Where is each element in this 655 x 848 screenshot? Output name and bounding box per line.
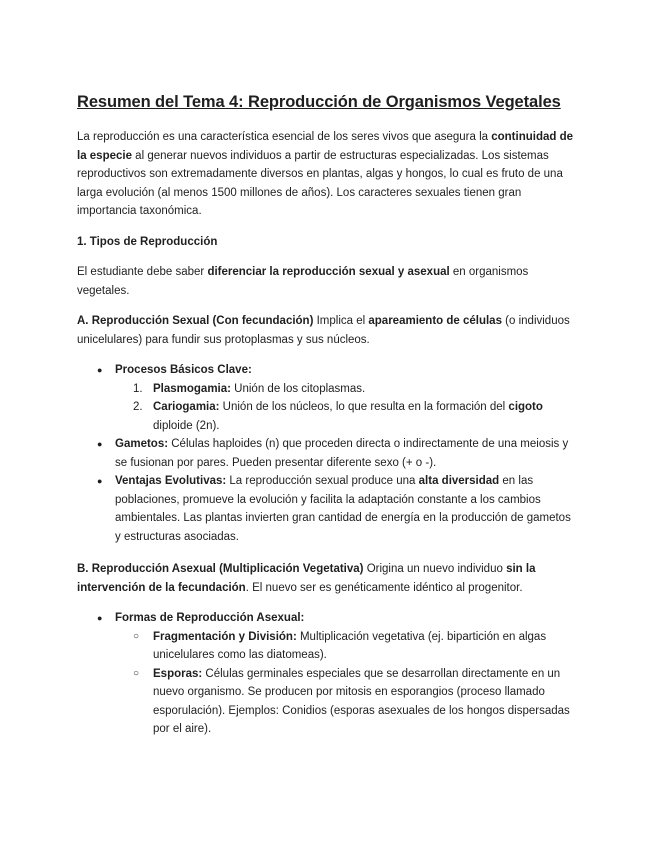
intro-paragraph: La reproducción es una característica esencial de los seres vivos que asegura la continuidad de la especie al generar nuevos individuos a partir de estructuras especializadas. Los sistemas reproductivos son extremadamente diversos en plantas, algas y hongos, lo cual es fruto de una larga evolución (al menos 1500 millones de años). Los caracteres sexuales tienen gran importancia taxonómica. [77, 131, 574, 217]
list-item: 1. Plasmogamia: Unión de los citoplasmas. [133, 382, 366, 395]
asexual-paragraph: B. Reproducción Asexual (Multiplicación Vegetativa) Origina un nuevo individuo sin la intervención de la fecundación. El nuevo ser es genéticamente idéntico al progenitor. [77, 563, 536, 594]
page-title: Resumen del Tema 4: Reproducción de Organismos Vegetales [77, 93, 561, 111]
asexual-forms-list [115, 628, 579, 739]
processes-list [115, 380, 579, 436]
section1-paragraph: El estudiante debe saber diferenciar la reproducción sexual y asexual en organismos vegetales. [77, 266, 529, 297]
document-page [77, 90, 579, 739]
list-item: ● Procesos Básicos Clave: 1. Plasmogamia: Unión de los citoplasmas. 2. Cariogamia: Unión de los núcleos, lo que resulta en la formación del cigoto diploide (2n). [77, 361, 579, 435]
list-item: 2. Cariogamia: Unión de los núcleos, lo que resulta en la formación del cigoto diploide (2n). [133, 401, 543, 432]
list-item: ○ Esporas: Células germinales especiales que se desarrollan directamente en un nuevo organismo. Se producen por mitosis en esporangios (proceso llamado esporulación). Ejemplos: Conidios (esporas asexuales de los hongos dispersadas por el aire). [115, 665, 579, 739]
section-heading: 1. Tipos de Reproducción [77, 235, 218, 248]
list-item: ● Ventajas Evolutivas: La reproducción sexual produce una alta diversidad en las poblaciones, promueve la evolución y facilita la adaptación constante a los cambios ambientales. Las plantas invierten gran cantidad de energía en la producción de gametos y estructuras asociadas. [77, 472, 579, 546]
list-item: ○ Fragmentación y División: Multiplicación vegetativa (ej. bipartición en algas unicelulares como las diatomeas). [115, 628, 579, 665]
list-item: ● Gametos: Células haploides (n) que proceden directa o indirectamente de una meiosis y se fusionan por pares. Pueden presentar diferente sexo (+ o -). [77, 435, 579, 472]
sexual-list [77, 361, 579, 546]
asexual-list [77, 609, 579, 739]
sexual-paragraph: A. Reproducción Sexual (Con fecundación) Implica el apareamiento de células (o individuos unicelulares) para fundir sus protoplasmas y sus núcleos. [77, 315, 570, 346]
list-item: ● Formas de Reproducción Asexual: ○ Fragmentación y División: Multiplicación vegetativa (ej. bipartición en algas unicelulares como las diatomeas). ○ Esporas: Células germinales especiales que se desarrollan directamente en un nuevo organismo. Se producen por mitosis en esporangios (proceso llamado esporulación). Ejemplos: Conidios (esporas asexuales de los hongos dispersadas por el aire). [77, 609, 579, 739]
